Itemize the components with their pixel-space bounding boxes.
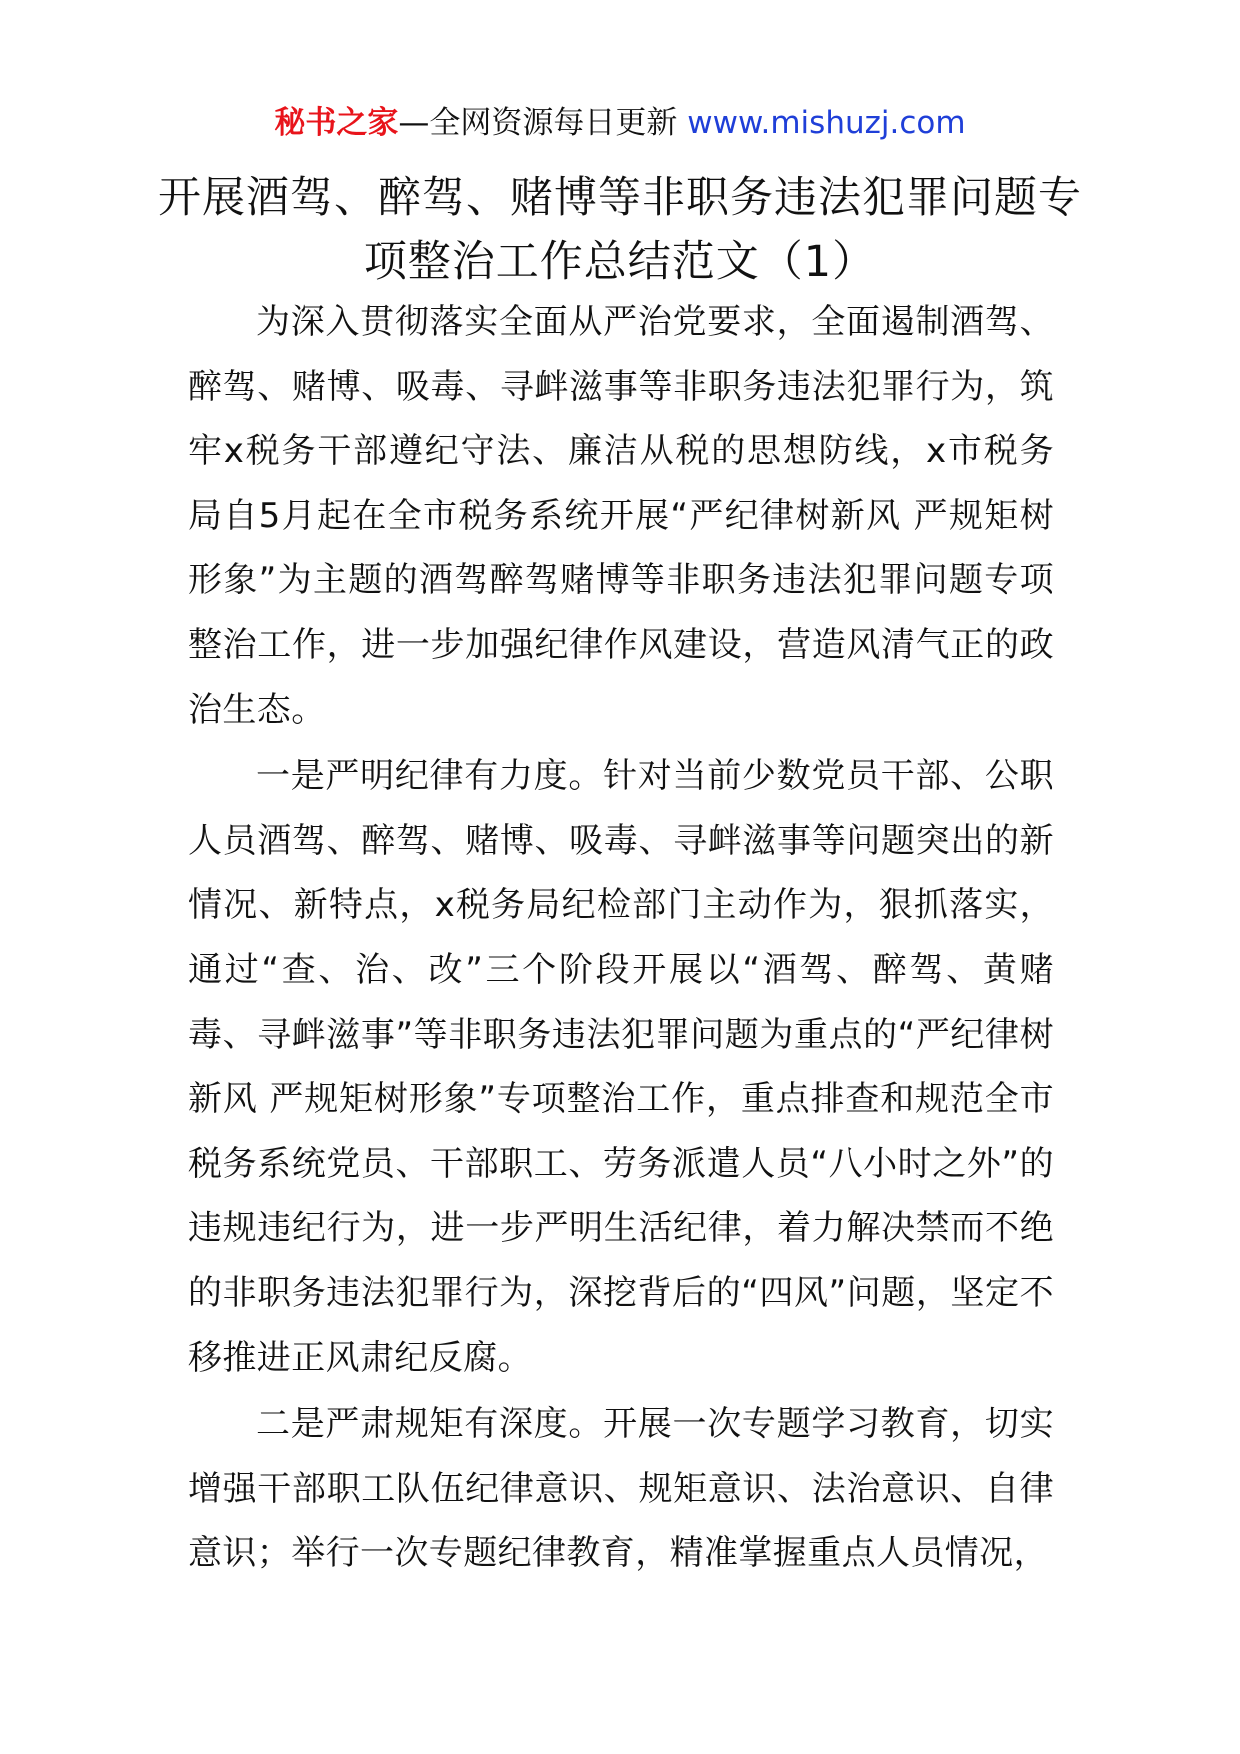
paragraph-rules: 二是严肃规矩有深度。开展一次专题学习教育，切实增强干部职工队伍纪律意识、规矩意识、法治意识、自律意识；举行一次专题纪律教育，精准掌握重点人员情况， xyxy=(188,1404,1054,1574)
site-brand: 秘书之家 xyxy=(274,105,399,141)
site-header xyxy=(0,102,1240,144)
document-title: 开展酒驾、醉驾、赌博等非职务违法犯罪问题专项整治工作总结范文（1） xyxy=(158,173,1082,287)
paragraph-discipline: 一是严明纪律有力度。针对当前少数党员干部、公职人员酒驾、醉驾、赌博、吸毒、寻衅滋事等问题突出的新情况、新特点，x税务局纪检部门主动作为，狠抓落实，通过“查、治、改”三个阶段开展以“酒驾、醉驾、黄赌毒、寻衅滋事”等非职务违法犯罪问题为重点的“严纪律树新风 严规矩树形象”专项整治工作，重点排查和规范全市税务系统党员、干部职工、劳务派遣人员“八小时之外”的违规违纪行为，进一步严明生活纪律，着力解决禁而不绝的非职务违法犯罪行为，深挖背后的“四风”问题，坚定不移推进正风肃纪反腐。 xyxy=(188,756,1054,1378)
paragraph-intro: 为深入贯彻落实全面从严治党要求，全面遏制酒驾、醉驾、赌博、吸毒、寻衅滋事等非职务违法犯罪行为，筑牢x税务干部遵纪守法、廉洁从税的思想防线，x市税务局自5月起在全市税务系统开展“严纪律树新风 严规矩树形象”为主题的酒驾醉驾赌博等非职务违法犯罪问题专项整治工作，进一步加强纪律作风建设，营造风清气正的政治生态。 xyxy=(188,302,1054,730)
site-url-link[interactable]: www.mishuzj.com xyxy=(687,105,966,141)
site-tagline: —全网资源每日更新 xyxy=(398,105,688,141)
document-body xyxy=(188,290,1054,1586)
